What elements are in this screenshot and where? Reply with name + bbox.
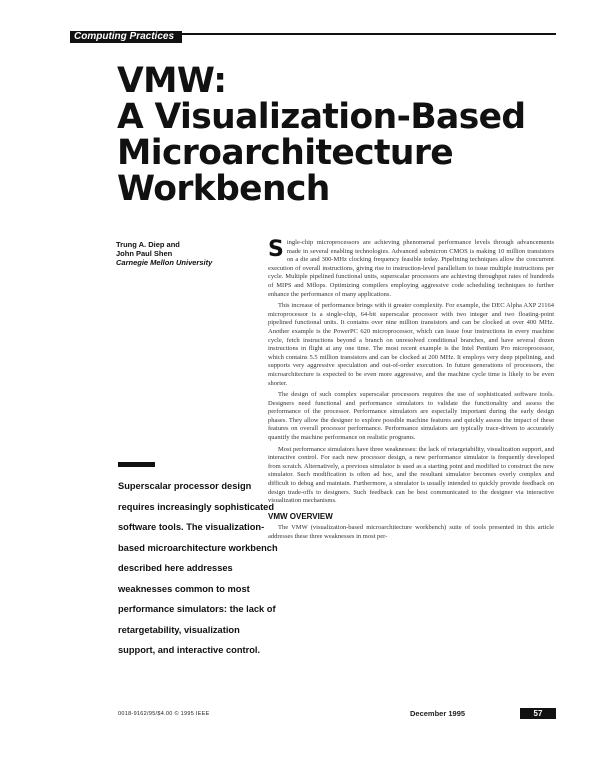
title-line: Workbench: [117, 169, 330, 209]
pull-quote-rule: [118, 462, 155, 467]
footer-date: December 1995: [410, 709, 466, 718]
page-number: 57: [520, 708, 556, 719]
title-line: Microarchitecture: [117, 133, 454, 173]
body-paragraph: This increase of performance brings with it greater complexity. For example, the DEC Alpha AXP 21164 microprocessor is a single-chip, 64-bit superscalar processor with two integer and two floating-point pipelined functional units. It contains over nine million transistors and can be clocked at over 400 MHz. Another example is the PowerPC 620 microprocessor, which can issue four instructions in every machine cycle, fetch instructions beyond a branch on unresolved conditional branches, and have several dozen instructions in flight at any one time. The most recent example is the Intel Pentium Pro microprocessor, which contains 5.5 million transistors and can be clocked at 200 MHz. It employs very deep pipelining, and supports very aggressive speculation and out-of-order execution. In future generations of processors, the microarchitecture is expected to be even more aggressive, and the machine cycle time is likely to be even shorter.: [268, 302, 554, 387]
drop-cap: S: [268, 237, 284, 262]
author-name: John Paul Shen: [116, 249, 173, 258]
footer-copyright: 0018-9162/95/$4.00 © 1995 IEEE: [118, 711, 210, 717]
body-paragraph: The design of such complex superscalar processors requires the use of sophisticated software tools. Designers need functional and performance simulators to validate the functionality and assess the performance of the processor. Performance simulators are especially important during the early design phases. They allow the designer to explore possible machine features and quickly assess the impact of these features on overall processor performance. Performance simulators are typically trace-driven to accurately quantify the machine performance on realistic programs.: [268, 391, 554, 442]
author-affiliation: Carnegie Mellon University: [116, 258, 213, 267]
section-heading: VMW OVERVIEW: [268, 511, 333, 521]
author-name: Trung A. Diep and: [116, 240, 180, 249]
title-line: A Visualization-Based: [117, 97, 526, 137]
body-paragraph: The VMW (visualization-based microarchitecture workbench) suite of tools presented in this article addresses these three weaknesses in most per-: [268, 524, 554, 540]
title-line: VMW:: [117, 61, 227, 101]
body-column: [268, 239, 554, 545]
body-paragraph: Single-chip microprocessors are achieving phenomenal performance levels through advancements made in several enabling technologies. Advanced submicron CMOS is making 10 million transistors on a die and 300-MHz clocking frequency feasible today. Pipelining techniques allow the concurrent execution of overall instructions, giving rise to instruction-level parallelism to issue multiple instructions per cycle. Multiple pipelined functional units, superscalar processors are achieving throughput rates of hundreds of MIPS and Mflops. Optimizing compilers employing aggressive code scheduling techniques to further enhance the performance of many applications.: [268, 237, 554, 298]
pull-quote: Superscalar processor design requires increasingly sophisticated software tools. The visualization-based microarchitecture workbench described here addresses weaknesses common to most performance simulators: the lack of retargetability, visualization support, and interactive control.: [118, 481, 278, 655]
author-block: [116, 240, 266, 267]
section-tab: Computing Practices: [70, 31, 182, 43]
body-paragraph: Most performance simulators have three weaknesses: the lack of retargetability, visualization support, and interactive control. For each new processor design, a new performance simulator is frequently developed from scratch. Alternatively, a previous simulator is used as a starting point and modified to construct the new simulator. Such modification is often ad hoc, and the resultant simulator becomes overly complex and difficult to debug and maintain. Furthermore, a simulator is usually intended to quickly provide feedback on design trade-offs to designers. Such feedback can be best communicated to the designer via interactive visualization mechanisms.: [268, 445, 554, 505]
article-title: [117, 63, 557, 207]
page-footer: [118, 708, 556, 720]
